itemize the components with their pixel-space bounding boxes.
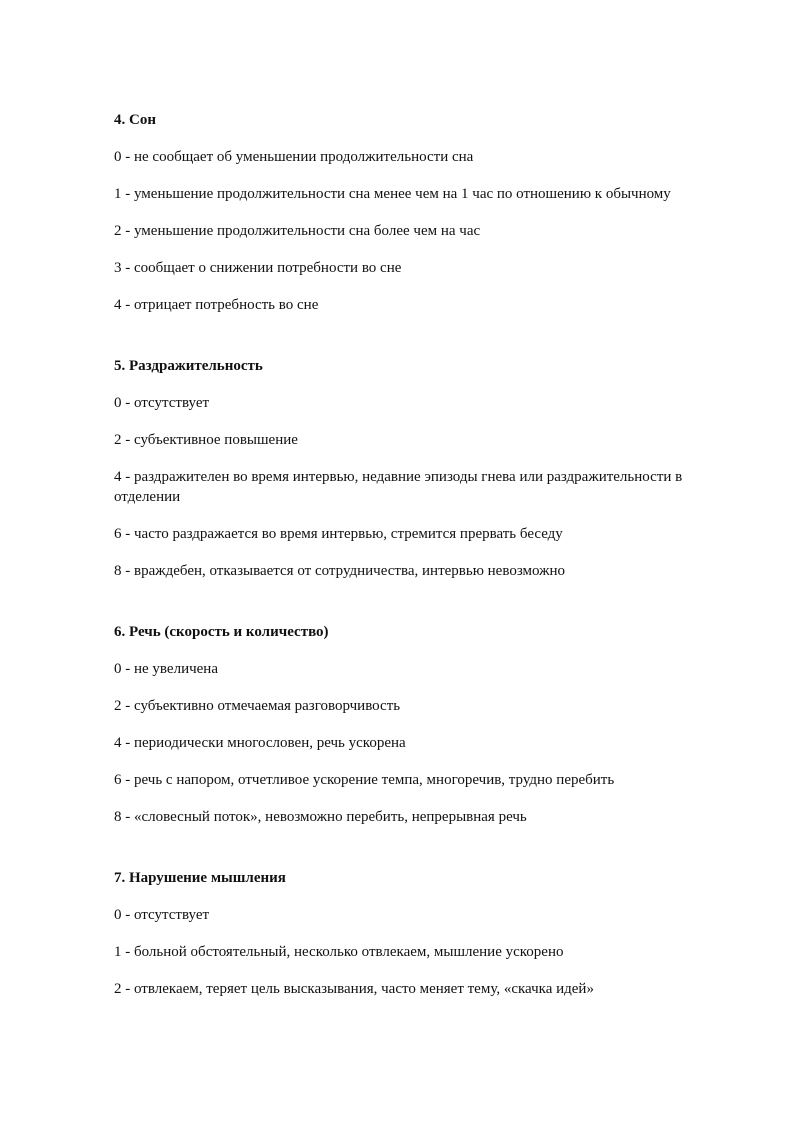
section-sleep <box>114 110 734 315</box>
scale-item: 4 - раздражителен во время интервью, недавние эпизоды гнева или раздражительности в отделении <box>114 469 683 505</box>
scale-item: 4 - периодически многословен, речь ускорена <box>114 735 406 751</box>
scale-item: 2 - субъективно отмечаемая разговорчивость <box>114 698 401 714</box>
scale-item: 3 - сообщает о снижении потребности во сне <box>114 260 402 276</box>
section-heading: 4. Сон <box>114 112 156 128</box>
scale-item: 0 - отсутствует <box>114 907 210 923</box>
scale-item: 2 - отвлекаем, теряет цель высказывания, часто меняет тему, «скачка идей» <box>114 981 594 997</box>
scale-item: 8 - «словесный поток», невозможно перебить, непрерывная речь <box>114 809 527 825</box>
scale-item: 0 - не сообщает об уменьшении продолжительности сна <box>114 149 474 165</box>
section-irritability <box>114 356 734 581</box>
section-speech <box>114 622 734 827</box>
section-heading: 6. Речь (скорость и количество) <box>114 624 329 640</box>
section-thought-disorder <box>114 868 734 999</box>
scale-item: 8 - враждебен, отказывается от сотрудничества, интервью невозможно <box>114 563 566 579</box>
section-heading: 5. Раздражительность <box>114 358 263 374</box>
scale-item: 6 - речь с напором, отчетливое ускорение темпа, многоречив, трудно перебить <box>114 772 615 788</box>
scale-item: 2 - субъективное повышение <box>114 432 298 448</box>
scale-item: 0 - не увеличена <box>114 661 218 677</box>
section-heading: 7. Нарушение мышления <box>114 870 286 886</box>
document-page <box>114 110 734 1040</box>
scale-item: 2 - уменьшение продолжительности сна более чем на час <box>114 223 481 239</box>
scale-item: 0 - отсутствует <box>114 395 210 411</box>
scale-item: 1 - больной обстоятельный, несколько отвлекаем, мышление ускорено <box>114 944 564 960</box>
scale-item: 4 - отрицает потребность во сне <box>114 297 319 313</box>
scale-item: 1 - уменьшение продолжительности сна менее чем на 1 час по отношению к обычному <box>114 186 671 202</box>
scale-item: 6 - часто раздражается во время интервью, стремится прервать беседу <box>114 526 563 542</box>
